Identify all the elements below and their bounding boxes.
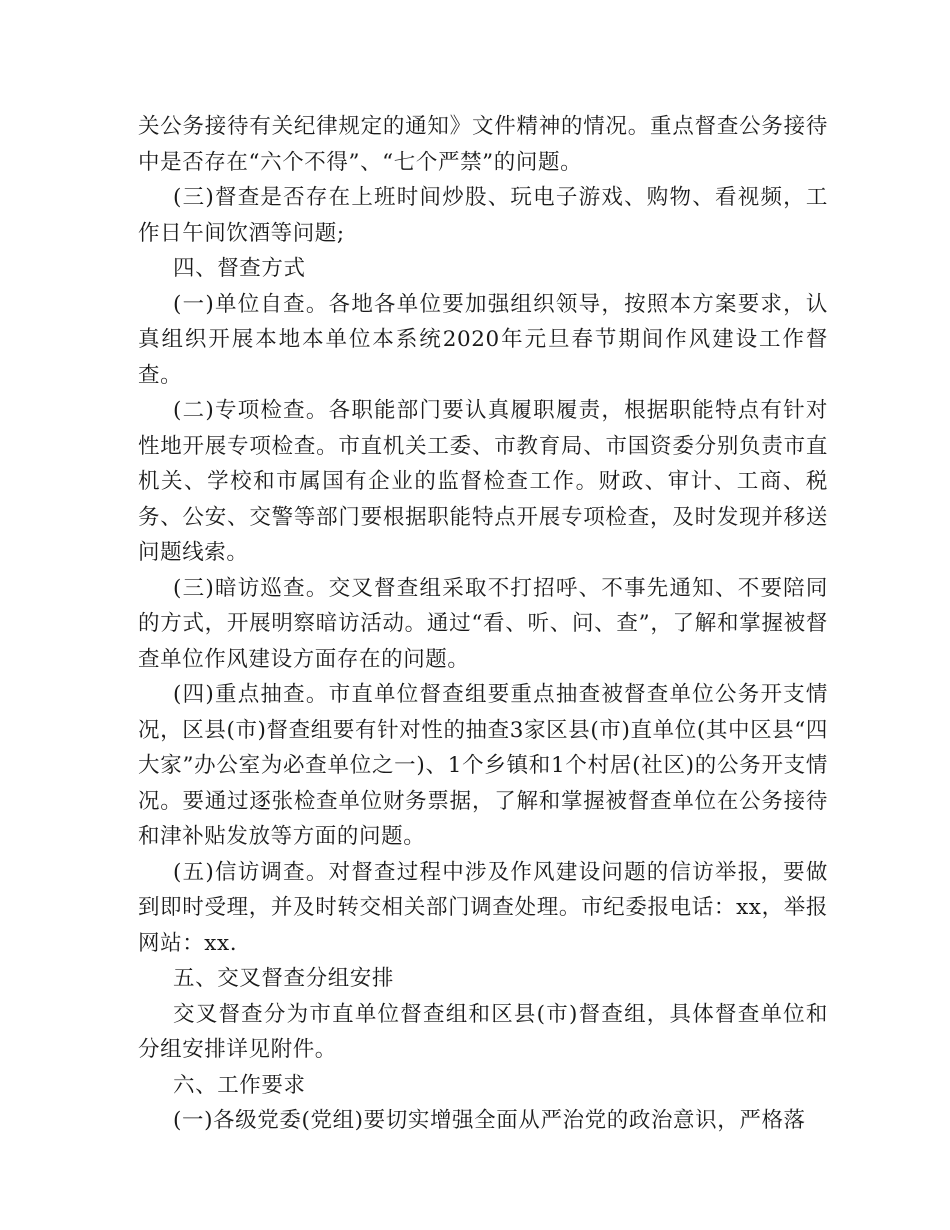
paragraph-unannounced-patrol: (三)暗访巡查。交叉督查组采取不打招呼、不事先通知、不要陪同的方式，开展明察暗访活动。通过“看、听、问、查”，了解和掌握被督查单位作风建设方面存在的问题。: [138, 575, 828, 672]
paragraph-requirement-1: (一)各级党委(党组)要切实增强全面从严治党的政治意识，严格落: [173, 1108, 806, 1133]
paragraph-petition-investigation: (五)信访调查。对督查过程中涉及作风建设问题的信访举报，要做到即时受理，并及时转交相关部门调查处理。市纪委报电话：xx，举报网站：xx.: [138, 859, 828, 956]
document-body: [138, 109, 828, 1139]
paragraph-self-inspection: (一)单位自查。各地各单位要加强组织领导，按照本方案要求，认真组织开展本地本单位本系统2020年元旦春节期间作风建设工作督查。: [138, 291, 828, 388]
section-heading-group-arrangement: 五、交叉督查分组安排: [173, 966, 395, 991]
paragraph-spot-check: (四)重点抽查。市直单位督查组要重点抽查被督查单位公务开支情况，区县(市)督查组要有针对性的抽查3家区县(市)直单位(其中区县“四大家”办公室为必查单位之一)、1个乡镇和1个村居(社区)的公务开支情况。要通过逐张检查单位财务票据，了解和掌握被督查单位在公务接待和津补贴发放等方面的问题。: [138, 682, 828, 849]
section-heading-inspection-methods: 四、督查方式: [173, 256, 306, 281]
paragraph-item-3-gambling: (三)督查是否存在上班时间炒股、玩电子游戏、购物、看视频，工作日午间饮酒等问题;: [138, 185, 828, 246]
paragraph-special-inspection: (二)专项检查。各职能部门要认真履职履责，根据职能特点有针对性地开展专项检查。市直机关工委、市教育局、市国资委分别负责市直机关、学校和市属国有企业的监督检查工作。财政、审计、工商、税务、公安、交警等部门要根据职能特点开展专项检查，及时发现并移送问题线索。: [138, 398, 828, 565]
section-heading-work-requirements: 六、工作要求: [173, 1072, 306, 1098]
paragraph-continuation: 关公务接待有关纪律规定的通知》文件精神的情况。重点督查公务接待中是否存在“六个不得”、“七个严禁”的问题。: [138, 114, 828, 175]
paragraph-group-arrangement: 交叉督查分为市直单位督查组和区县(市)督查组，具体督查单位和分组安排详见附件。: [138, 1001, 828, 1062]
